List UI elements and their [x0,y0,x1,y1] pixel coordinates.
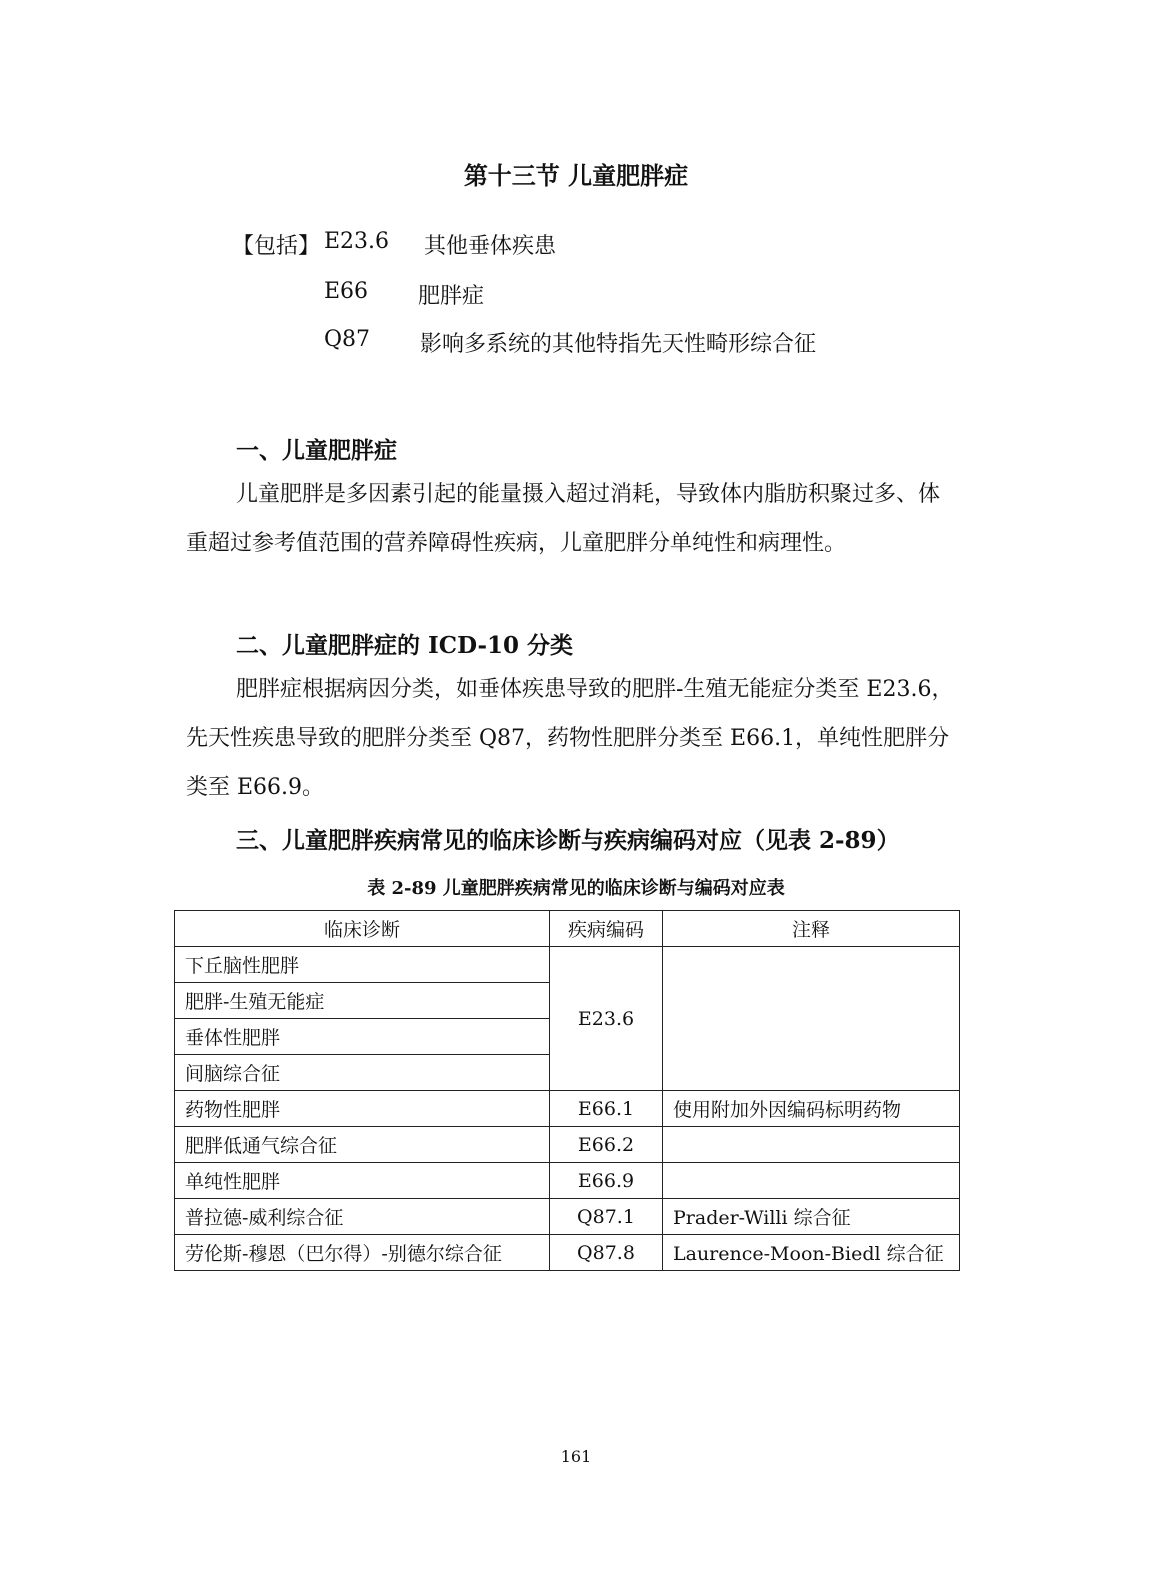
table-row [175,947,960,983]
section-heading: 二、儿童肥胖症的 ICD-10 分类 [236,632,574,659]
header-note: 注释 [663,911,960,947]
includes-desc: 其他垂体疾患 [424,234,557,259]
diagnosis-cell: 下丘脑性肥胖 [175,947,550,983]
page-number: 161 [560,1447,592,1466]
diagnosis-cell: 单纯性肥胖 [175,1163,550,1199]
code-cell: Q87.8 [550,1235,663,1271]
note-cell [663,1127,960,1163]
section-title: 第十三节 儿童肥胖症 [463,161,689,190]
section-paragraph [186,665,956,812]
table-row [175,1235,960,1271]
note-cell: Laurence-Moon-Biedl 综合征 [663,1235,960,1271]
diagnosis-cell: 垂体性肥胖 [175,1019,550,1055]
diagnosis-cell: 普拉德-威利综合征 [175,1199,550,1235]
table-row [175,1199,960,1235]
table-row [175,1163,960,1199]
note-cell: 使用附加外因编码标明药物 [663,1091,960,1127]
header-code: 疾病编码 [550,911,663,947]
header-diagnosis: 临床诊断 [175,911,550,947]
note-cell [663,947,960,1091]
code-cell: Q87.1 [550,1199,663,1235]
diagnosis-cell: 间脑综合征 [175,1055,550,1091]
diagnosis-code-table [174,910,960,1271]
code-cell: E23.6 [550,947,663,1091]
code-cell: E66.9 [550,1163,663,1199]
paragraph-text: 儿童肥胖是多因素引起的能量摄入超过消耗，导致体内脂肪积聚过多、体重超过参考值范围的营养障碍性疾病，儿童肥胖分单纯性和病理性。 [186,482,941,556]
note-cell [663,1163,960,1199]
section-heading: 一、儿童肥胖症 [236,437,397,464]
includes-code: E66 [324,279,369,304]
includes-desc: 肥胖症 [418,284,485,309]
code-cell: E66.2 [550,1127,663,1163]
code-cell: E66.1 [550,1091,663,1127]
table-row [175,1127,960,1163]
includes-label: 【包括】 [232,234,321,259]
note-cell: Prader-Willi 综合征 [663,1199,960,1235]
section-paragraph [186,470,956,568]
includes-code: Q87 [324,327,371,352]
table-header-row [175,911,960,947]
includes-desc: 影响多系统的其他特指先天性畸形综合征 [420,332,817,357]
table-row [175,1091,960,1127]
table-caption: 表 2-89 儿童肥胖疾病常见的临床诊断与编码对应表 [367,878,785,899]
diagnosis-cell: 肥胖-生殖无能症 [175,983,550,1019]
diagnosis-cell: 劳伦斯-穆恩（巴尔得）-别德尔综合征 [175,1235,550,1271]
diagnosis-cell: 药物性肥胖 [175,1091,550,1127]
diagnosis-cell: 肥胖低通气综合征 [175,1127,550,1163]
section-heading: 三、儿童肥胖疾病常见的临床诊断与疾病编码对应（见表 2-89） [236,827,900,854]
includes-code: E23.6 [324,229,390,254]
paragraph-text: 肥胖症根据病因分类，如垂体疾患导致的肥胖-生殖无能症分类至 E23.6，先天性疾患导致的肥胖分类至 Q87，药物性肥胖分类至 E66.1，单纯性肥胖分类至 E66.9。 [186,677,954,800]
